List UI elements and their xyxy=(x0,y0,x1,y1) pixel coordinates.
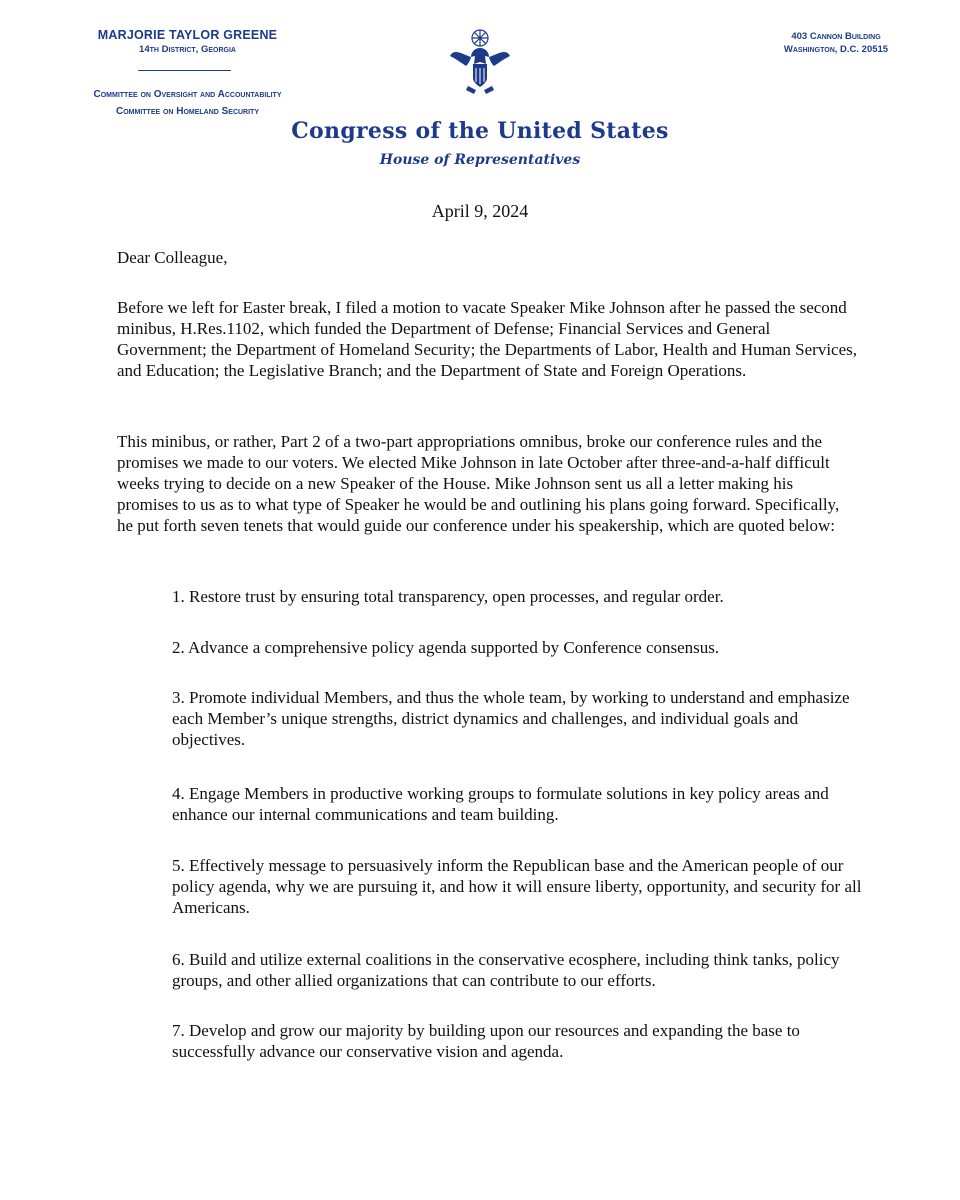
committee-homeland: Committee on Homeland Security xyxy=(116,106,259,117)
tenet-item-6: 6. Build and utilize external coalitions in the conservative ecosphere, including think tanks, policy groups, and other allied organizations that can contribute to our efforts. xyxy=(172,950,840,990)
tenet-item-5: 5. Effectively message to persuasively inform the Republican base and the American people of our policy agenda, why we are pursuing it, and how it will ensure liberty, opportunity, and security for all Americans. xyxy=(172,856,862,917)
salutation: Dear Colleague, xyxy=(117,248,228,267)
member-district: 14th District, Georgia xyxy=(139,44,236,55)
house-title: House of Representatives xyxy=(379,152,581,168)
congress-title: Congress of the United States xyxy=(291,118,669,144)
us-house-seal-icon xyxy=(444,26,516,98)
tenet-item-3: 3. Promote individual Members, and thus the whole team, by working to understand and emphasize each Member’s unique strengths, district dynamics and challenges, and individual goals and objectives. xyxy=(172,688,850,749)
letterhead-divider xyxy=(138,70,231,71)
committee-list xyxy=(55,86,320,120)
paragraph-1: Before we left for Easter break, I filed a motion to vacate Speaker Mike Johnson after he passed the second minibus, H.Res.1102, which funded the Department of Defense; Financial Services and General Government; the Department of Homeland Security; the Departments of Labor, Health and Human Services, and Education; the Legislative Branch; and the Department of State and Foreign Operations. xyxy=(117,298,858,380)
tenet-item-7: 7. Develop and grow our majority by building upon our resources and expanding the base to successfully advance our conservative vision and agenda. xyxy=(172,1021,800,1061)
letter-date: April 9, 2024 xyxy=(431,201,529,221)
committee-oversight: Committee on Oversight and Accountability xyxy=(93,89,282,100)
tenet-item-2: 2. Advance a comprehensive policy agenda supported by Conference consensus. xyxy=(172,638,720,657)
tenet-item-4: 4. Engage Members in productive working groups to formulate solutions in key policy areas and enhance our internal communications and team building. xyxy=(172,784,829,824)
office-address-line1: 403 Cannon Building xyxy=(791,31,881,42)
office-address-line2: Washington, D.C. 20515 xyxy=(783,44,889,55)
office-address xyxy=(762,30,910,56)
paragraph-2: This minibus, or rather, Part 2 of a two-part appropriations omnibus, broke our conference rules and the promises we made to our voters. We elected Mike Johnson in late October after three-and-a-half difficult weeks trying to decide on a new Speaker of the House. Mike Johnson sent us all a letter making his promises to us as to what type of Speaker he would be and outlining his plans going forward. Specifically, he put forth seven tenets that would guide our conference under his speakership, which are quoted below: xyxy=(117,432,840,535)
member-block xyxy=(70,28,305,55)
member-name: MARJORIE TAYLOR GREENE xyxy=(97,28,278,42)
tenet-item-1: 1. Restore trust by ensuring total transparency, open processes, and regular order. xyxy=(172,587,724,606)
